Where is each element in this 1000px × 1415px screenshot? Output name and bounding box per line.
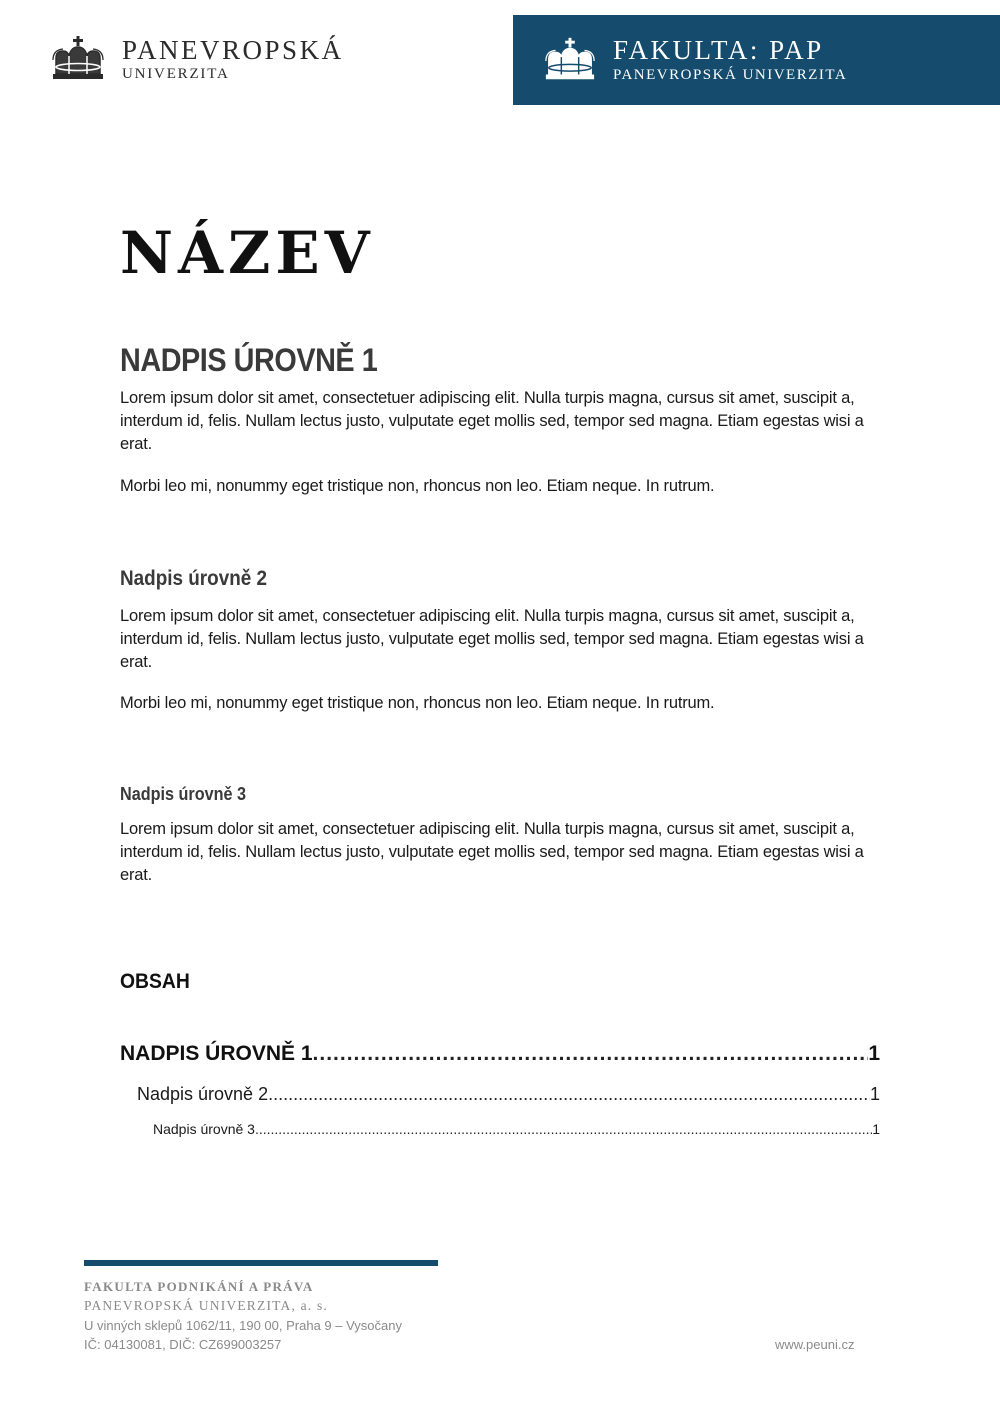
toc-entry-label: Nadpis úrovně 3 bbox=[153, 1121, 255, 1137]
toc-entry-level-3[interactable] bbox=[153, 1121, 880, 1137]
crown-icon bbox=[543, 35, 597, 85]
toc-leader-dots bbox=[313, 1042, 869, 1066]
paragraph: Lorem ipsum dolor sit amet, consectetuer adipiscing elit. Nulla turpis magna, cursus sit amet, suscipit a, interdum id, felis. Nullam lectus justo, vulputate eget mollis sed, tempor sed magna. Etiam egestas wisi a erat. bbox=[120, 607, 864, 671]
heading-level-3: Nadpis úrovně 3 bbox=[120, 784, 247, 804]
footer-website-link[interactable]: www.peuni.cz bbox=[775, 1337, 855, 1352]
banner-subtitle: PANEVROPSKÁ UNIVERZITA bbox=[613, 67, 848, 83]
logo-line1: PANEVROPSKÁ bbox=[122, 34, 344, 65]
footer-ids: IČ: 04130081, DIČ: CZ699003257 bbox=[84, 1337, 282, 1352]
toc-leader-dots bbox=[255, 1121, 872, 1137]
logo-line2: UNIVERZITA bbox=[122, 65, 230, 82]
document-title: NÁZEV bbox=[120, 219, 375, 287]
toc-page-number: 1 bbox=[868, 1042, 880, 1065]
toc-title: OBSAH bbox=[120, 970, 190, 993]
banner-title: FAKULTA: PAP bbox=[613, 35, 824, 65]
paragraph: Lorem ipsum dolor sit amet, consectetuer adipiscing elit. Nulla turpis magna, cursus sit amet, suscipit a, interdum id, felis. Nullam lectus justo, vulputate eget mollis sed, tempor sed magna. Etiam egestas wisi a erat. bbox=[120, 389, 864, 453]
toc-entry-level-1[interactable] bbox=[120, 1042, 880, 1066]
footer-faculty: FAKULTA PODNIKÁNÍ A PRÁVA bbox=[84, 1279, 314, 1294]
footer-accent-bar bbox=[84, 1260, 438, 1266]
faculty-banner bbox=[513, 15, 1000, 105]
heading-level-1: NADPIS ÚROVNĚ 1 bbox=[120, 342, 378, 378]
footer-address-block bbox=[84, 1277, 402, 1354]
toc-leader-dots bbox=[268, 1084, 870, 1105]
toc-entry-label: Nadpis úrovně 2 bbox=[137, 1084, 269, 1104]
paragraph: Morbi leo mi, nonummy eget tristique non, rhoncus non leo. Etiam neque. In rutrum. bbox=[120, 477, 715, 495]
toc-entry-level-2[interactable] bbox=[137, 1084, 880, 1105]
toc-page-number: 1 bbox=[872, 1121, 880, 1137]
footer-address: U vinných sklepů 1062/11, 190 00, Praha 9 – Vysočany bbox=[84, 1318, 402, 1333]
university-logo bbox=[50, 34, 344, 84]
toc-page-number: 1 bbox=[869, 1084, 880, 1104]
toc-entry-label: NADPIS ÚROVNĚ 1 bbox=[120, 1042, 313, 1065]
paragraph: Lorem ipsum dolor sit amet, consectetuer adipiscing elit. Nulla turpis magna, cursus sit amet, suscipit a, interdum id, felis. Nullam lectus justo, vulputate eget mollis sed, tempor sed magna. Etiam egestas wisi a erat. bbox=[120, 820, 864, 884]
footer-university: PANEVROPSKÁ UNIVERZITA, a. s. bbox=[84, 1298, 328, 1313]
paragraph: Morbi leo mi, nonummy eget tristique non, rhoncus non leo. Etiam neque. In rutrum. bbox=[120, 694, 715, 712]
crown-icon bbox=[50, 34, 106, 84]
heading-level-2: Nadpis úrovně 2 bbox=[120, 567, 268, 590]
